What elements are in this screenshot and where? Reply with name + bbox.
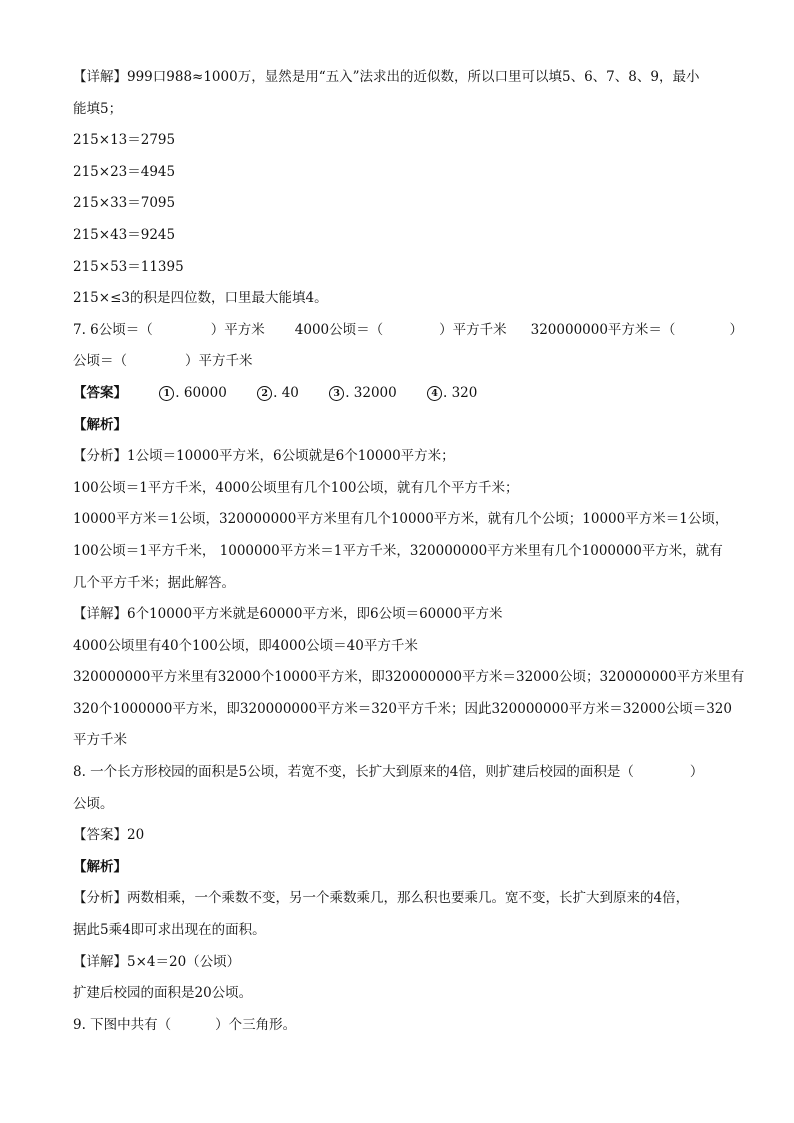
q7-answer-item: [427, 378, 477, 410]
q7-analysis-line: 【分析】1公顷＝10000平方米，6公顷就是6个10000平方米；: [73, 448, 455, 465]
q9-stem-part: 9. 下图中共有（: [73, 1016, 172, 1033]
q7-answer-item: [257, 378, 299, 410]
q7-answer-item: [159, 378, 227, 410]
q7-stem-part: 320000000平方米＝（: [530, 321, 676, 338]
q7-detail-line: 320个1000000平方米，即320000000平方米＝320平方千米；因此320000000平方米＝32000公顷＝320: [73, 700, 732, 717]
q7-answer-item: [329, 378, 397, 410]
q7-stem-part: 公顷＝（: [73, 353, 127, 370]
answer-value: . 32000: [345, 384, 397, 401]
q7-stem-line1: [73, 315, 743, 347]
q7-analysis-line: 100公顷＝1平方千米，4000公顷里有几个100公顷，就有几个平方千米；: [73, 479, 519, 496]
q7-stem-part: ）平方米: [210, 321, 265, 338]
q6-detail-line2: 能填5；: [73, 100, 123, 117]
q7-detail-line: 平方千米: [73, 732, 127, 749]
q6-calc: 215×43＝9245: [73, 226, 176, 243]
q7-analysis-line: 几个平方千米；据此解答。: [73, 574, 235, 591]
q8-stem-part: ）: [689, 764, 704, 781]
q8-detail-line: 【详解】5×4＝20（公顷）: [73, 953, 241, 970]
q8-detail-line: 扩建后校园的面积是20公顷。: [73, 985, 253, 1002]
q7-detail-line: 4000公顷里有40个100公顷，即4000公顷＝40平方千米: [73, 637, 418, 654]
q9-stem-part: ）个三角形。: [215, 1016, 297, 1033]
answer-value: . 320: [443, 384, 478, 401]
q7-detail-line: 320000000平方米里有32000个10000平方米，即320000000平方米＝32000公顷；320000000平方米里有: [73, 669, 745, 686]
q7-stem-line2: [73, 346, 733, 378]
q6-calc: 215×23＝4945: [73, 163, 176, 180]
q7-stem-part: 7. 6公顷＝（: [73, 321, 153, 338]
q7-stem-part: ）平方千米: [439, 321, 507, 338]
q6-calc: 215×33＝7095: [73, 195, 176, 212]
circled-number: 1: [159, 386, 174, 401]
q7-detail-line: 【详解】6个10000平方米就是60000平方米，即6公顷＝60000平方米: [73, 606, 503, 623]
q8-analysis-line: 【分析】两数相乘，一个乘数不变，另一个乘数乘几，那么积也要乘几。宽不变，长扩大到原来的4倍，: [73, 890, 690, 907]
q7-stem-part: ）平方千米: [185, 353, 253, 370]
q8-stem-line1: [73, 757, 733, 789]
document-page: [73, 62, 745, 1041]
q8-stem-part: 8. 一个长方形校园的面积是5公顷，若宽不变，长扩大到原来的4倍，则扩建后校园的面积是（: [73, 764, 634, 781]
circled-number: 2: [257, 386, 272, 401]
q6-calc: 215×13＝2795: [73, 132, 176, 149]
circled-number: 3: [329, 386, 344, 401]
q8-jiexi-heading: 【解析】: [73, 858, 127, 875]
answer-value: . 60000: [175, 384, 227, 401]
q8-stem-line2: 公顷。: [73, 795, 114, 812]
q6-conclusion: 215×≤3的积是四位数，口里最大能填4。: [73, 290, 328, 307]
q9-stem: [73, 1010, 733, 1042]
q7-analysis-line: 10000平方米＝1公顷，320000000平方米里有几个10000平方米，就有几个公顷；10000平方米＝1公顷，: [73, 511, 729, 528]
q7-stem-part: ）: [729, 321, 743, 338]
circled-number: 4: [427, 386, 442, 401]
q7-analysis-line: 100公顷＝1平方千米， 1000000平方米＝1平方千米，320000000平方米里有几个1000000平方米，就有: [73, 542, 723, 559]
q7-answer-line: [73, 378, 733, 410]
q6-calc: 215×53＝11395: [73, 258, 184, 275]
q8-analysis-line: 据此5乘4即可求出现在的面积。: [73, 922, 266, 939]
q7-jiexi-heading: 【解析】: [73, 416, 127, 433]
q6-detail-line1: 【详解】999口988≈1000万，显然是用“五入”法求出的近似数，所以口里可以填5、6、7、8、9，最小: [73, 69, 700, 85]
answer-value: . 40: [273, 384, 299, 401]
q8-answer: 【答案】20: [73, 827, 145, 844]
answer-tag: 【答案】: [73, 384, 127, 401]
q7-stem-part: 4000公顷＝（: [294, 321, 384, 338]
